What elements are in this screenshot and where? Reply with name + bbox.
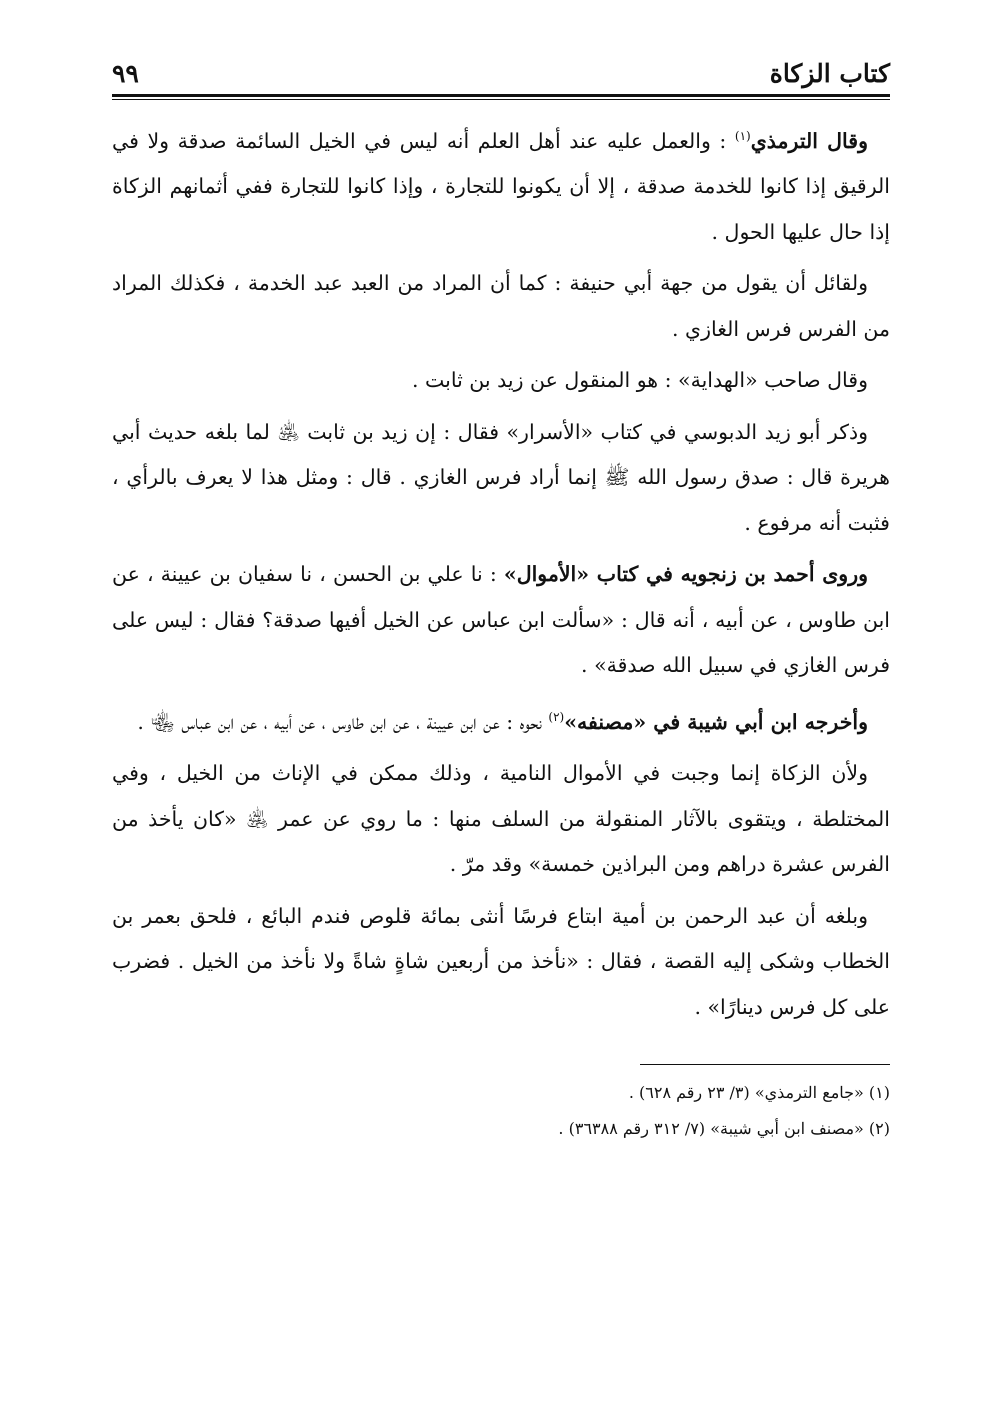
- header-rule-thin: [112, 99, 890, 100]
- footnote-separator: [640, 1064, 890, 1065]
- paragraph-text: وذكر أبو زيد الدبوسي في كتاب «الأسرار» فقال : إن زيد بن ثابت ﵁ لما بلغه حديث أبي هريرة قال : صدق رسول الله ﷺ إنما أراد فرس الغازي . قال : ومثل هذا لا يعرف بالرأي ، فثبت أنه مرفوع .: [112, 419, 890, 535]
- paragraph-text: وقال صاحب «الهداية» : هو المنقول عن زيد بن ثابت .: [411, 368, 868, 393]
- paragraph: [112, 552, 890, 689]
- paragraph-lead: وأخرجه ابن أبي شيبة في «مصنفه»: [564, 709, 868, 734]
- footnote: (١) «جامع الترمذي» (٣/ ٢٣ رقم ٦٢٨) .: [628, 1083, 890, 1103]
- page-header: [112, 50, 890, 88]
- paragraph-text: : نا علي بن الحسن ، نا سفيان بن عيينة ، عن ابن طاوس ، عن أبيه ، أنه قال : «سألت ابن عباس عن الخيل أفيها صدقة؟ فقال : ليس على فرس الغازي في سبيل الله صدقة» .: [112, 562, 890, 678]
- header-rule-thick: [112, 94, 890, 97]
- paragraph-lead: وقال الترمذي: [750, 128, 868, 153]
- paragraph: [112, 695, 890, 745]
- paragraph: [112, 751, 890, 888]
- paragraph-text: : والعمل عليه عند أهل العلم أنه ليس في الخيل السائمة صدقة ولا في الرقيق إذا كانوا للخدمة صدقة ، إلا أن يكونوا للتجارة ، وإذا كانوا للتجارة ففي أثمانهم الزكاة إذا حال عليها الحول .: [112, 128, 890, 244]
- footnote-marker: (٢): [548, 709, 565, 724]
- paragraph-text: ولأن الزكاة إنما وجبت في الأموال النامية ، وذلك ممكن في الإناث من الخيل ، وفي المختلطة ، ويتقوى بالآثار المنقولة من السلف منها : ما روي عن عمر ﵁ «كان يأخذ من الفرس عشرة دراهم ومن البراذين خمسة» وقد مرّ .: [112, 761, 890, 877]
- book-page: [112, 50, 890, 1147]
- paragraph-text: نحوه : عن ابن عيينة ، عن ابن طاوس ، عن أبيه ، عن ابن عباس ﵄ .: [137, 709, 549, 734]
- paragraph: [112, 410, 890, 547]
- running-title: كتاب الزكاة: [769, 59, 890, 88]
- page-number: ٩٩: [112, 59, 139, 88]
- footnote-marker: (١): [734, 129, 751, 143]
- paragraph: [112, 894, 890, 1031]
- paragraph-lead: وروى أحمد بن زنجويه في كتاب «الأموال»: [503, 562, 868, 587]
- paragraph: [112, 261, 890, 352]
- paragraph-text: ولقائل أن يقول من جهة أبي حنيفة : كما أن المراد من العبد عبد الخدمة ، فكذلك المراد من الفرس فرس الغازي .: [112, 271, 890, 341]
- paragraph: [112, 114, 890, 255]
- body-text: [112, 114, 890, 1030]
- paragraph-text: وبلغه أن عبد الرحمن بن أمية ابتاع فرسًا أنثى بمائة قلوص فندم البائع ، فلحق بعمر بن الخطاب وشكى إليه القصة ، فقال : «نأخذ من أربعين شاةٍ شاةً ولا نأخذ من الخيل . فضرب على كل فرس دينارًا» .: [112, 903, 890, 1019]
- footnote: (٢) «مصنف ابن أبي شيبة» (٧/ ٣١٢ رقم ٣٦٣٨٨) .: [558, 1119, 890, 1139]
- footnotes: [112, 1075, 890, 1147]
- paragraph: [112, 358, 890, 404]
- footnote-separator-wrap: [112, 1036, 890, 1065]
